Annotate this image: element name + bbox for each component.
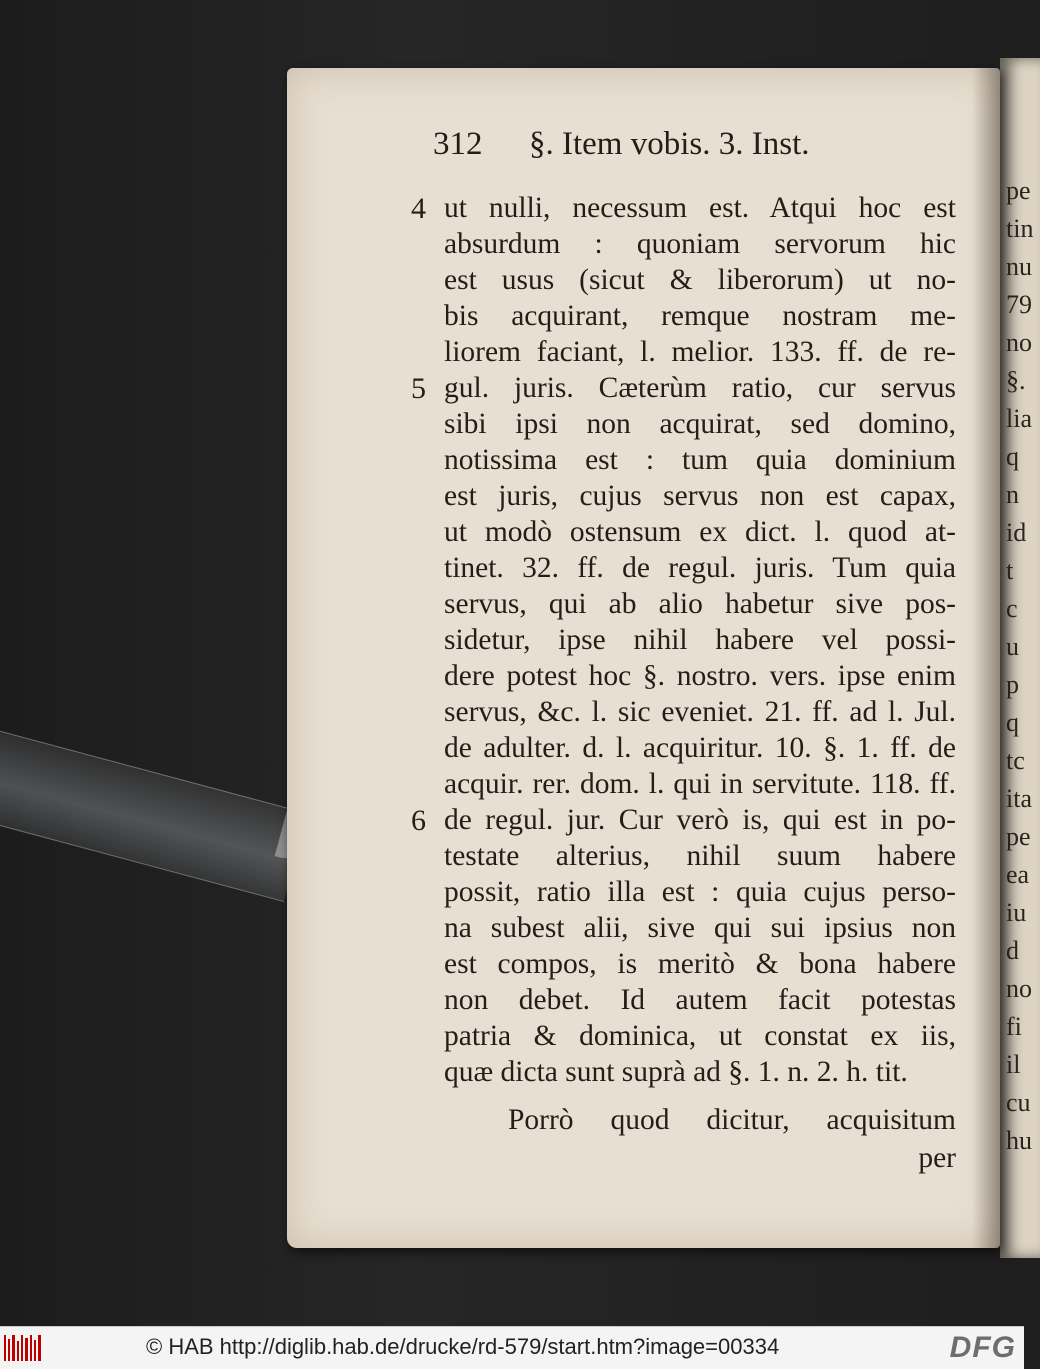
text-line: est juris, cujus servus non est capax, xyxy=(444,480,956,512)
glass-page-weight xyxy=(0,720,308,902)
running-title: §. Item vobis. 3. Inst. xyxy=(529,126,810,162)
text-line: servus, qui ab alio habetur sive pos- xyxy=(444,588,956,620)
text-line: ut modò ostensum ex dict. l. quod at- xyxy=(444,516,956,548)
text-line: bis acquirant, remque nostram me- xyxy=(444,300,956,332)
facing-page-fragment: cu xyxy=(1006,1088,1031,1117)
facing-page-fragment: il xyxy=(1006,1050,1021,1079)
facing-page-fragment: iu xyxy=(1006,898,1027,927)
text-line: de regul. jur. Cur verò is, qui est in po- xyxy=(444,804,956,836)
dfg-logo: DFG xyxy=(949,1331,1016,1364)
text-line: non debet. Id autem facit potestas xyxy=(444,984,956,1016)
page-number: 312 xyxy=(433,126,483,162)
text-line: servus, &c. l. sic eveniet. 21. ff. ad l. Jul. xyxy=(444,696,956,728)
facing-page-fragment: c xyxy=(1006,594,1018,623)
text-line: ut nulli, necessum est. Atqui hoc est xyxy=(444,192,956,224)
text-line: notissima est : tum quia dominium xyxy=(444,444,956,476)
facing-page-fragment: pe xyxy=(1006,176,1031,205)
text-line: quæ dicta sunt suprà ad §. 1. n. 2. h. tit. xyxy=(444,1056,908,1088)
text-line: gul. juris. Cæterùm ratio, cur servus xyxy=(444,372,956,404)
facing-page-fragment: hu xyxy=(1006,1126,1032,1155)
facing-page-fragment: no xyxy=(1006,974,1032,1003)
facing-page-fragment: ea xyxy=(1006,860,1030,889)
viewer-footer xyxy=(0,1326,1024,1369)
facing-page-fragment: t xyxy=(1006,556,1014,585)
text-line: tinet. 32. ff. de regul. juris. Tum quia xyxy=(444,552,956,584)
text-line: sidetur, ipse nihil habere vel possi- xyxy=(444,624,956,656)
facing-page-fragment: §. xyxy=(1006,366,1026,395)
facing-page-fragment: d xyxy=(1006,936,1019,965)
text-line: est usus (sicut & liberorum) ut no- xyxy=(444,264,956,296)
text-line: acquir. rer. dom. l. qui in servitute. 118. ff. xyxy=(444,768,956,800)
facing-page-fragment: pe xyxy=(1006,822,1031,851)
facing-page-fragment: tc xyxy=(1006,746,1025,775)
facing-page-edge xyxy=(1000,58,1040,1258)
barcode-icon xyxy=(4,1333,44,1363)
text-line: Porrò quod dicitur, acquisitum xyxy=(508,1104,956,1136)
catchword: per xyxy=(918,1142,956,1174)
copyright-link[interactable]: © HAB http://diglib.hab.de/drucke/rd-579/start.htm?image=00334 xyxy=(146,1334,780,1359)
facing-page-fragment: id xyxy=(1006,518,1027,547)
facing-page-fragment: no xyxy=(1006,328,1032,357)
facing-page-fragment: q xyxy=(1006,708,1019,737)
facing-page-fragment: q xyxy=(1006,442,1019,471)
facing-page-fragment: nu xyxy=(1006,252,1032,281)
text-line: absurdum : quoniam servorum hic xyxy=(444,228,956,260)
text-line: de adulter. d. l. acquiritur. 10. §. 1. ff. de xyxy=(444,732,956,764)
facing-page-fragment: 79 xyxy=(1006,290,1032,319)
facing-page-fragment: tin xyxy=(1006,214,1034,243)
facing-page-fragment: n xyxy=(1006,480,1019,509)
facing-page-fragment: fi xyxy=(1006,1012,1022,1041)
text-line: liorem faciant, l. melior. 133. ff. de re- xyxy=(444,336,956,368)
text-line: patria & dominica, ut constat ex iis, xyxy=(444,1020,956,1052)
text-line: sibi ipsi non acquirat, sed domino, xyxy=(444,408,956,440)
text-line: possit, ratio illa est : quia cujus perso- xyxy=(444,876,956,908)
text-line: na subest alii, sive qui sui ipsius non xyxy=(444,912,956,944)
margin-number: 4 xyxy=(411,192,426,225)
facing-page-fragment: u xyxy=(1006,632,1019,661)
margin-number: 5 xyxy=(411,372,426,405)
text-line: dere potest hoc §. nostro. vers. ipse enim xyxy=(444,660,956,692)
margin-number: 6 xyxy=(411,804,426,837)
facing-page-fragment: lia xyxy=(1006,404,1032,433)
facing-page-fragment: p xyxy=(1006,670,1019,699)
text-line: testate alterius, nihil suum habere xyxy=(444,840,956,872)
running-header xyxy=(433,126,809,166)
facing-page-fragment: ita xyxy=(1006,784,1032,813)
text-line: est compos, is meritò & bona habere xyxy=(444,948,956,980)
